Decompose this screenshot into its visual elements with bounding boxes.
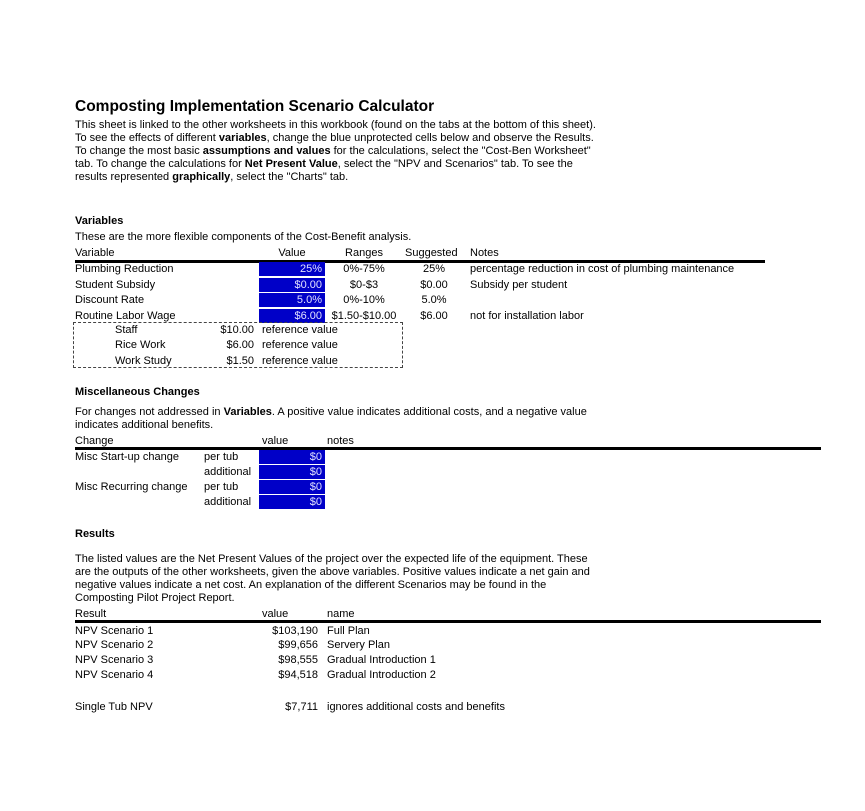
plumbing-reduction-input[interactable]: 25%: [259, 262, 325, 277]
reference-value: $10.00: [220, 324, 254, 336]
variable-name: Routine Labor Wage: [75, 310, 176, 322]
result-name: Gradual Introduction 1: [327, 654, 436, 666]
result-value: $94,518: [278, 669, 318, 681]
misc-recurring-additional-input[interactable]: $0: [259, 495, 325, 510]
misc-startup-per-tub-input[interactable]: $0: [259, 450, 325, 465]
misc-recurring-per-tub-input[interactable]: $0: [259, 480, 325, 495]
reference-name: Work Study: [115, 355, 172, 367]
variables-header-value: Value: [278, 247, 306, 259]
misc-change-name: Misc Start-up change: [75, 451, 179, 463]
results-header-result: Result: [75, 608, 107, 620]
variable-notes: not for installation labor: [470, 310, 584, 322]
variable-suggested: 25%: [422, 263, 446, 275]
result-value: $7,711: [285, 701, 318, 713]
result-label: NPV Scenario 4: [75, 669, 154, 681]
misc-change-sub: per tub: [204, 451, 239, 463]
misc-header-rule: [75, 447, 821, 450]
variable-notes: Subsidy per student: [470, 279, 568, 291]
variable-name: Discount Rate: [75, 294, 145, 306]
variable-range: $0-$3: [349, 279, 379, 291]
reference-value: $1.50: [226, 355, 254, 367]
intro-line-1: This sheet is linked to the other worksheets in this workbook (found on the tabs at the bottom of this sheet).: [75, 119, 596, 131]
variables-header-notes: Notes: [470, 247, 499, 259]
result-name: ignores additional costs and benefits: [327, 701, 505, 713]
intro-line-3: To change the most basic assumptions and values for the calculations, select the "Cost-Ben Worksheet": [75, 145, 591, 157]
misc-header-notes: notes: [327, 435, 354, 447]
misc-change-sub: per tub: [204, 481, 239, 493]
discount-rate-input[interactable]: 5.0%: [259, 293, 325, 308]
misc-header-change: Change: [75, 435, 114, 447]
variable-notes: percentage reduction in cost of plumbing maintenance: [470, 263, 735, 275]
results-header-value: value: [262, 608, 289, 620]
variable-range: 0%-10%: [343, 294, 385, 306]
reference-label: reference value: [262, 355, 338, 367]
misc-change-sub: additional: [204, 466, 252, 478]
reference-label: reference value: [262, 324, 338, 336]
result-label: Single Tub NPV: [75, 701, 153, 713]
reference-name: Staff: [115, 324, 138, 336]
reference-value: $6.00: [226, 339, 254, 351]
result-value: $103,190: [272, 625, 318, 637]
variable-name: Student Subsidy: [75, 279, 156, 291]
result-name: Servery Plan: [327, 639, 390, 651]
variable-name: Plumbing Reduction: [75, 263, 174, 275]
student-subsidy-input[interactable]: $0.00: [259, 278, 325, 293]
intro-line-5: results represented graphically, select the "Charts" tab.: [75, 171, 349, 183]
result-label: NPV Scenario 3: [75, 654, 154, 666]
results-description-1: The listed values are the Net Present Values of the project over the expected life of the equipment. These: [75, 553, 588, 565]
result-label: NPV Scenario 1: [75, 625, 154, 637]
variables-header-variable: Variable: [75, 247, 115, 259]
result-name: Gradual Introduction 2: [327, 669, 436, 681]
variable-range: $1.50-$10.00: [331, 310, 397, 322]
result-label: NPV Scenario 2: [75, 639, 154, 651]
reference-name: Rice Work: [115, 339, 166, 351]
variables-header-suggested: Suggested: [405, 247, 458, 259]
misc-description-1: For changes not addressed in Variables. A positive value indicates additional costs, and a negative value: [75, 406, 587, 418]
result-name: Full Plan: [327, 625, 370, 637]
variable-suggested: 5.0%: [421, 294, 447, 306]
variable-suggested: $0.00: [420, 279, 448, 291]
results-header-name: name: [327, 608, 355, 620]
result-value: $99,656: [278, 639, 318, 651]
result-value: $98,555: [278, 654, 318, 666]
misc-description-2: indicates additional benefits.: [75, 419, 214, 431]
results-description-4: Composting Pilot Project Report.: [75, 592, 235, 604]
results-description-2: are the outputs of the other worksheets, given the above variables. Positive values indicate a net gain and: [75, 566, 590, 578]
variable-suggested: $6.00: [420, 310, 448, 322]
misc-change-name: Misc Recurring change: [75, 481, 188, 493]
results-description-3: negative values indicate a net cost. An explanation of the different Scenarios may be found in the: [75, 579, 547, 591]
misc-startup-additional-input[interactable]: $0: [259, 465, 325, 480]
misc-heading: Miscellaneous Changes: [75, 386, 200, 398]
variables-header-ranges: Ranges: [345, 247, 383, 259]
misc-header-value: value: [262, 435, 289, 447]
intro-line-4: tab. To change the calculations for Net Present Value, select the "NPV and Scenarios" tab. To see the: [75, 158, 573, 170]
variables-description: These are the more flexible components of the Cost-Benefit analysis.: [75, 231, 412, 243]
intro-line-2: To see the effects of different variables, change the blue unprotected cells below and observe the Results.: [75, 132, 594, 144]
page-title: Composting Implementation Scenario Calculator: [75, 98, 435, 115]
routine-labor-wage-input[interactable]: $6.00: [259, 309, 325, 324]
results-header-rule: [75, 620, 821, 623]
reference-label: reference value: [262, 339, 338, 351]
variables-heading: Variables: [75, 215, 124, 227]
variable-range: 0%-75%: [343, 263, 385, 275]
results-heading: Results: [75, 528, 115, 540]
misc-change-sub: additional: [204, 496, 252, 508]
